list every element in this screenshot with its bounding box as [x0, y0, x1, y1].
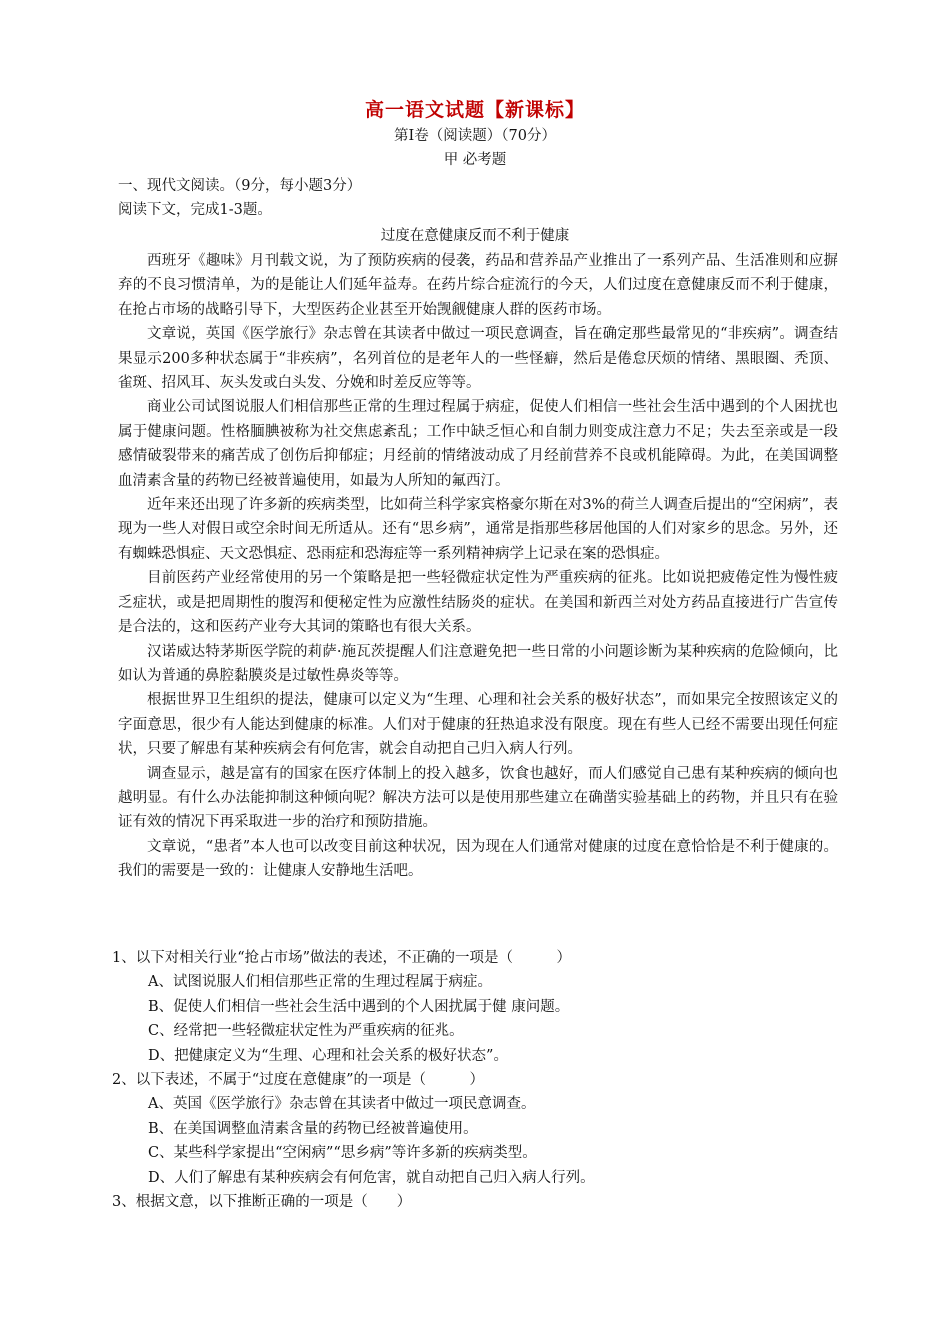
question-option: C、某些科学家提出“空闲病”“思乡病”等许多新的疾病类型。	[148, 1145, 537, 1162]
question-option: A、试图说服人们相信那些正常的生理过程属于病症。	[148, 974, 492, 991]
question-stem: 2、以下表述，不属于“过度在意健康”的一项是（ ）	[112, 1072, 485, 1089]
article-paragraph: 近年来还出现了许多新的疾病类型，比如荷兰科学家宾格豪尔斯在对3%的荷兰人调查后提出的“空闲病”，表现为一些人对假日或空余时间无所适从。还有“思乡病”，通常是指那些移居他国的人们对家乡的思念。另外，还有蜘蛛恐惧症、天文恐惧症、恐雨症和恐海症等一系列精神病学上记录在案的恐惧症。	[118, 497, 838, 562]
article-paragraph: 文章说，英国《医学旅行》杂志曾在其读者中做过一项民意调查，旨在确定那些最常见的“非疾病”。调查结果显示200多种状态属于“非疾病”，名列首位的是老年人的一些怪癖，然后是倦怠厌烦的情绪、黑眼圈、秃顶、雀斑、招风耳、灰头发或白头发、分娩和时差反应等等。	[118, 326, 838, 392]
question-option: A、英国《医学旅行》杂志曾在其读者中做过一项民意调查。	[148, 1096, 536, 1113]
question-option: B、促使人们相信一些社会生活中遇到的个人困扰属于健 康问题。	[148, 998, 570, 1015]
question-1	[112, 946, 842, 1068]
question-stem: 3、根据文意，以下推断正确的一项是（ ）	[112, 1194, 412, 1211]
question-option: D、把健康定义为“生理、心理和社会关系的极好状态”。	[148, 1047, 508, 1064]
section-heading: 一、现代文阅读。（9分，每小题3分）	[118, 178, 362, 194]
article-paragraph: 商业公司试图说服人们相信那些正常的生理过程属于病症，促使人们相信一些社会生活中遇到的个人困扰也属于健康问题。性格腼腆被称为社交焦虑紊乱；工作中缺乏恒心和自制力则变成注意力不足；失去至亲或是一段感情破裂带来的痛苦成了创伤后抑郁症；月经前的情绪波动成了月经前营养不良或机能障碍。为此，在美国调整血清素含量的药物已经被普遍使用，如最为人所知的氟西汀。	[118, 399, 838, 489]
article-paragraph: 汉诺威达特茅斯医学院的莉萨·施瓦茨提醒人们注意避免把一些日常的小问题诊断为某种疾病的危险倾向，比如认为普通的鼻腔黏膜炎是过敏性鼻炎等等。	[118, 643, 838, 684]
article-paragraph: 西班牙《趣味》月刊载文说，为了预防疾病的侵袭，药品和营养品产业推出了一系列产品、生活准则和应摒弃的不良习惯清单，为的是能让人们延年益寿。在药片综合症流行的今天，人们过度在意健康反而不利于健康，在抢占市场的战略引导下，大型医药企业甚至开始觊觎健康人群的医药市场。	[118, 253, 838, 318]
question-list	[112, 946, 842, 1214]
article-title: 过度在意健康反而不利于健康	[380, 228, 570, 244]
exam-title: 高一语文试题【新课标】	[364, 99, 585, 121]
part-heading: 甲 必考题	[443, 152, 507, 168]
article-paragraph: 调查显示，越是富有的国家在医疗体制上的投入越多，饮食也越好，而人们感觉自己患有某种疾病的倾向也越明显。有什么办法能抑制这种倾向呢？解决方法可以是使用那些建立在确凿实验基础上的药物，并且只有在验证有效的情况下再采取进一步的治疗和预防措施。	[118, 765, 838, 831]
section-instruction: 阅读下文，完成1-3题。	[118, 202, 272, 218]
article-paragraph: 目前医药产业经常使用的另一个策略是把一些轻微症状定性为严重疾病的征兆。比如说把疲倦定性为慢性疲乏症状，或是把周期性的腹泻和便秘定性为应激性结肠炎的症状。在美国和新西兰对处方药品直接进行广告宣传是合法的，这和医药产业夸大其词的策略也有很大关系。	[118, 570, 838, 636]
question-3	[112, 1190, 842, 1214]
volume-heading: 第Ⅰ卷（阅读题）（70分）	[394, 128, 556, 144]
question-option: C、经常把一些轻微症状定性为严重疾病的征兆。	[148, 1023, 464, 1040]
question-stem: 1、以下对相关行业“抢占市场”做法的表述，不正确的一项是（ ）	[112, 950, 572, 966]
question-option: B、在美国调整血清素含量的药物已经被普遍使用。	[148, 1120, 478, 1137]
question-option: D、人们了解患有某种疾病会有何危害，就自动把自己归入病人行列。	[148, 1169, 595, 1186]
article-body	[118, 249, 838, 884]
article-paragraph: 文章说，“患者”本人也可以改变目前这种状况，因为现在人们通常对健康的过度在意恰恰是不利于健康的。我们的需要是一致的：让健康人安静地生活吧。	[118, 838, 838, 880]
question-2	[112, 1068, 842, 1190]
article-paragraph: 根据世界卫生组织的提法，健康可以定义为“生理、心理和社会关系的极好状态”，而如果完全按照该定义的字面意思，很少有人能达到健康的标准。人们对于健康的狂热追求没有限度。现在有些人已经不需要出现任何症状，只要了解患有某种疾病会有何危害，就会自动把自己归入病人行列。	[118, 692, 838, 758]
